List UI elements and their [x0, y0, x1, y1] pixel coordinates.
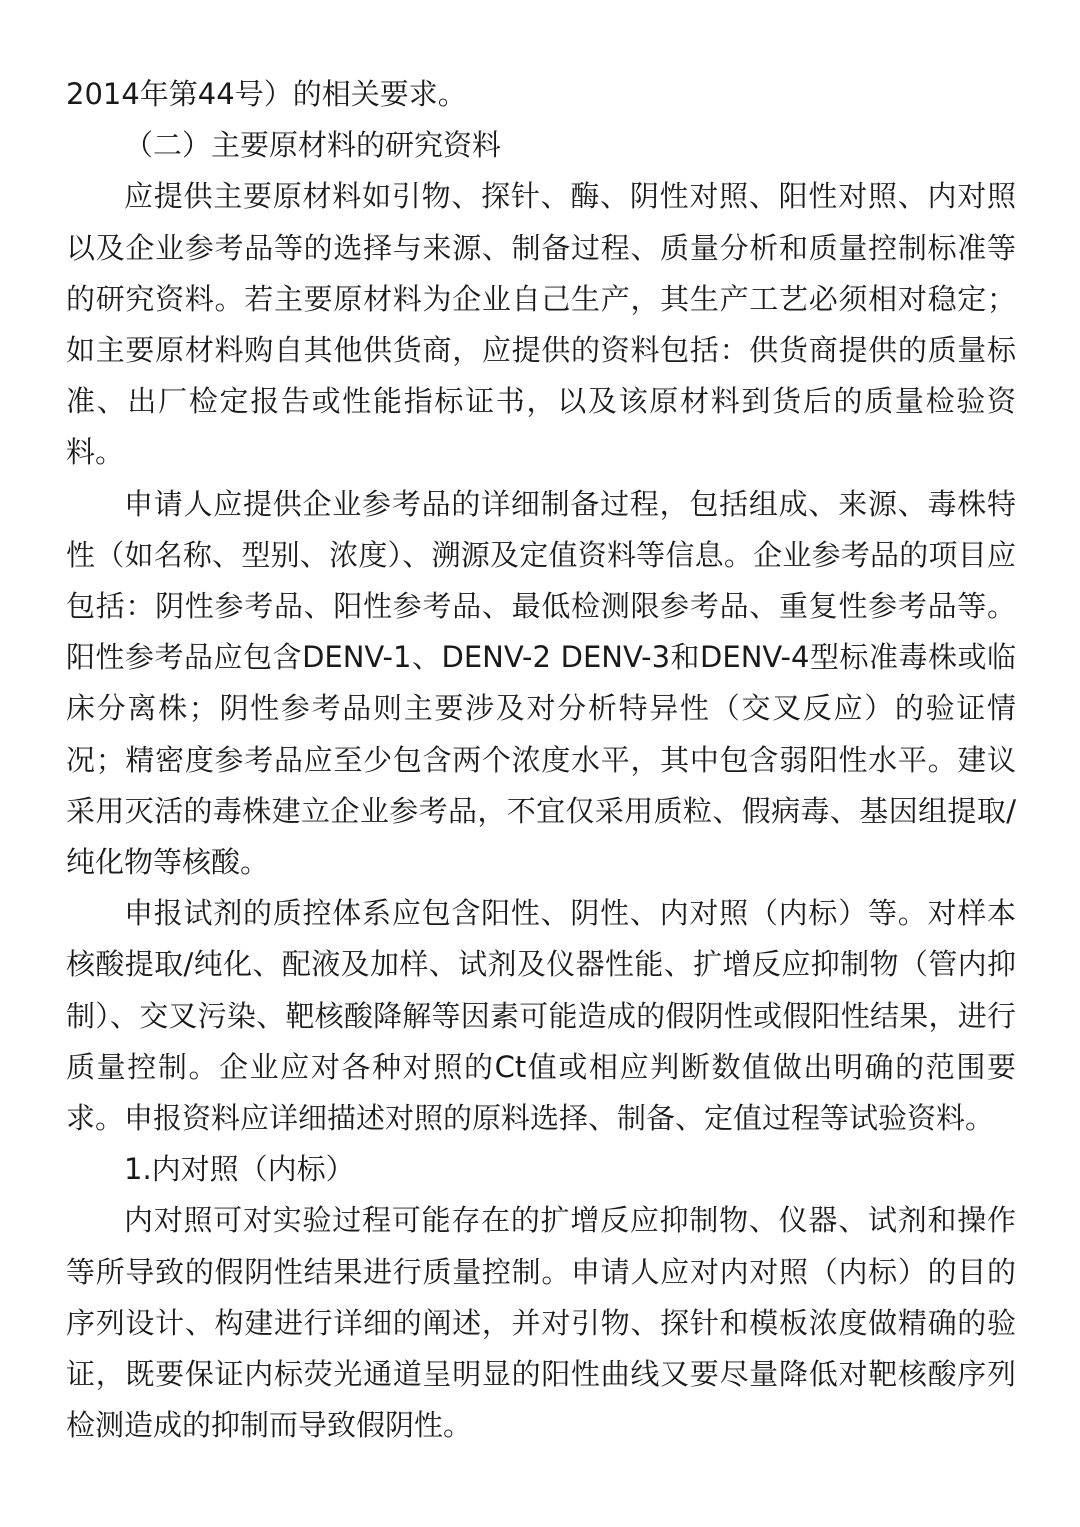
paragraph-raw-materials: 应提供主要原材料如引物、探针、酶、阴性对照、阳性对照、内对照以及企业参考品等的选择与来源、制备过程、质量分析和质量控制标准等的研究资料。若主要原材料为企业自己生产，其生产工艺必须相对稳定；如主要原材料购自其他供货商，应提供的资料包括：供货商提供的质量标准、出厂检定报告或性能指标证书，以及该原材料到货后的质量检验资料。: [66, 179, 1016, 470]
paragraph-internal-control: 内对照可对实验过程可能存在的扩增反应抑制物、仪器、试剂和操作等所导致的假阴性结果进行质量控制。申请人应对内对照（内标）的目的序列设计、构建进行详细的阐述，并对引物、探针和模板浓度做精确的验证，既要保证内标荧光通道呈明显的阳性曲线又要尽量降低对靶核酸序列检测造成的抑制而导致假阴性。: [66, 1203, 1016, 1443]
paragraph-regulation-reference: 2014年第44号）的相关要求。: [66, 77, 467, 111]
document-page: [66, 69, 1016, 1451]
section-heading-raw-materials: （二）主要原材料的研究资料: [124, 128, 502, 163]
paragraph-reference-materials: 申请人应提供企业参考品的详细制备过程，包括组成、来源、毒株特性（如名称、型别、浓度）、溯源及定值资料等信息。企业参考品的项目应包括：阴性参考品、阳性参考品、最低检测限参考品、重复性参考品等。阳性参考品应包含DENV-1、DENV-2 DENV-3和DENV-4型标准毒株或临床分离株；阴性参考品则主要涉及对分析特异性（交叉反应）的验证情况；精密度参考品应至少包含两个浓度水平，其中包含弱阳性水平。建议采用灭活的毒株建立企业参考品，不宜仅采用质粒、假病毒、基因组提取/纯化物等核酸。: [66, 486, 1016, 880]
paragraph-quality-control: 申报试剂的质控体系应包含阳性、阴性、内对照（内标）等。对样本核酸提取/纯化、配液及加样、试剂及仪器性能、扩增反应抑制物（管内抑制）、交叉污染、靶核酸降解等因素可能造成的假阴性或假阳性结果，进行质量控制。企业应对各种对照的Ct值或相应判断数值做出明确的范围要求。申报资料应详细描述对照的原料选择、制备、定值过程等试验资料。: [66, 896, 1016, 1136]
subheading-internal-control: 1.内对照（内标）: [124, 1152, 355, 1187]
